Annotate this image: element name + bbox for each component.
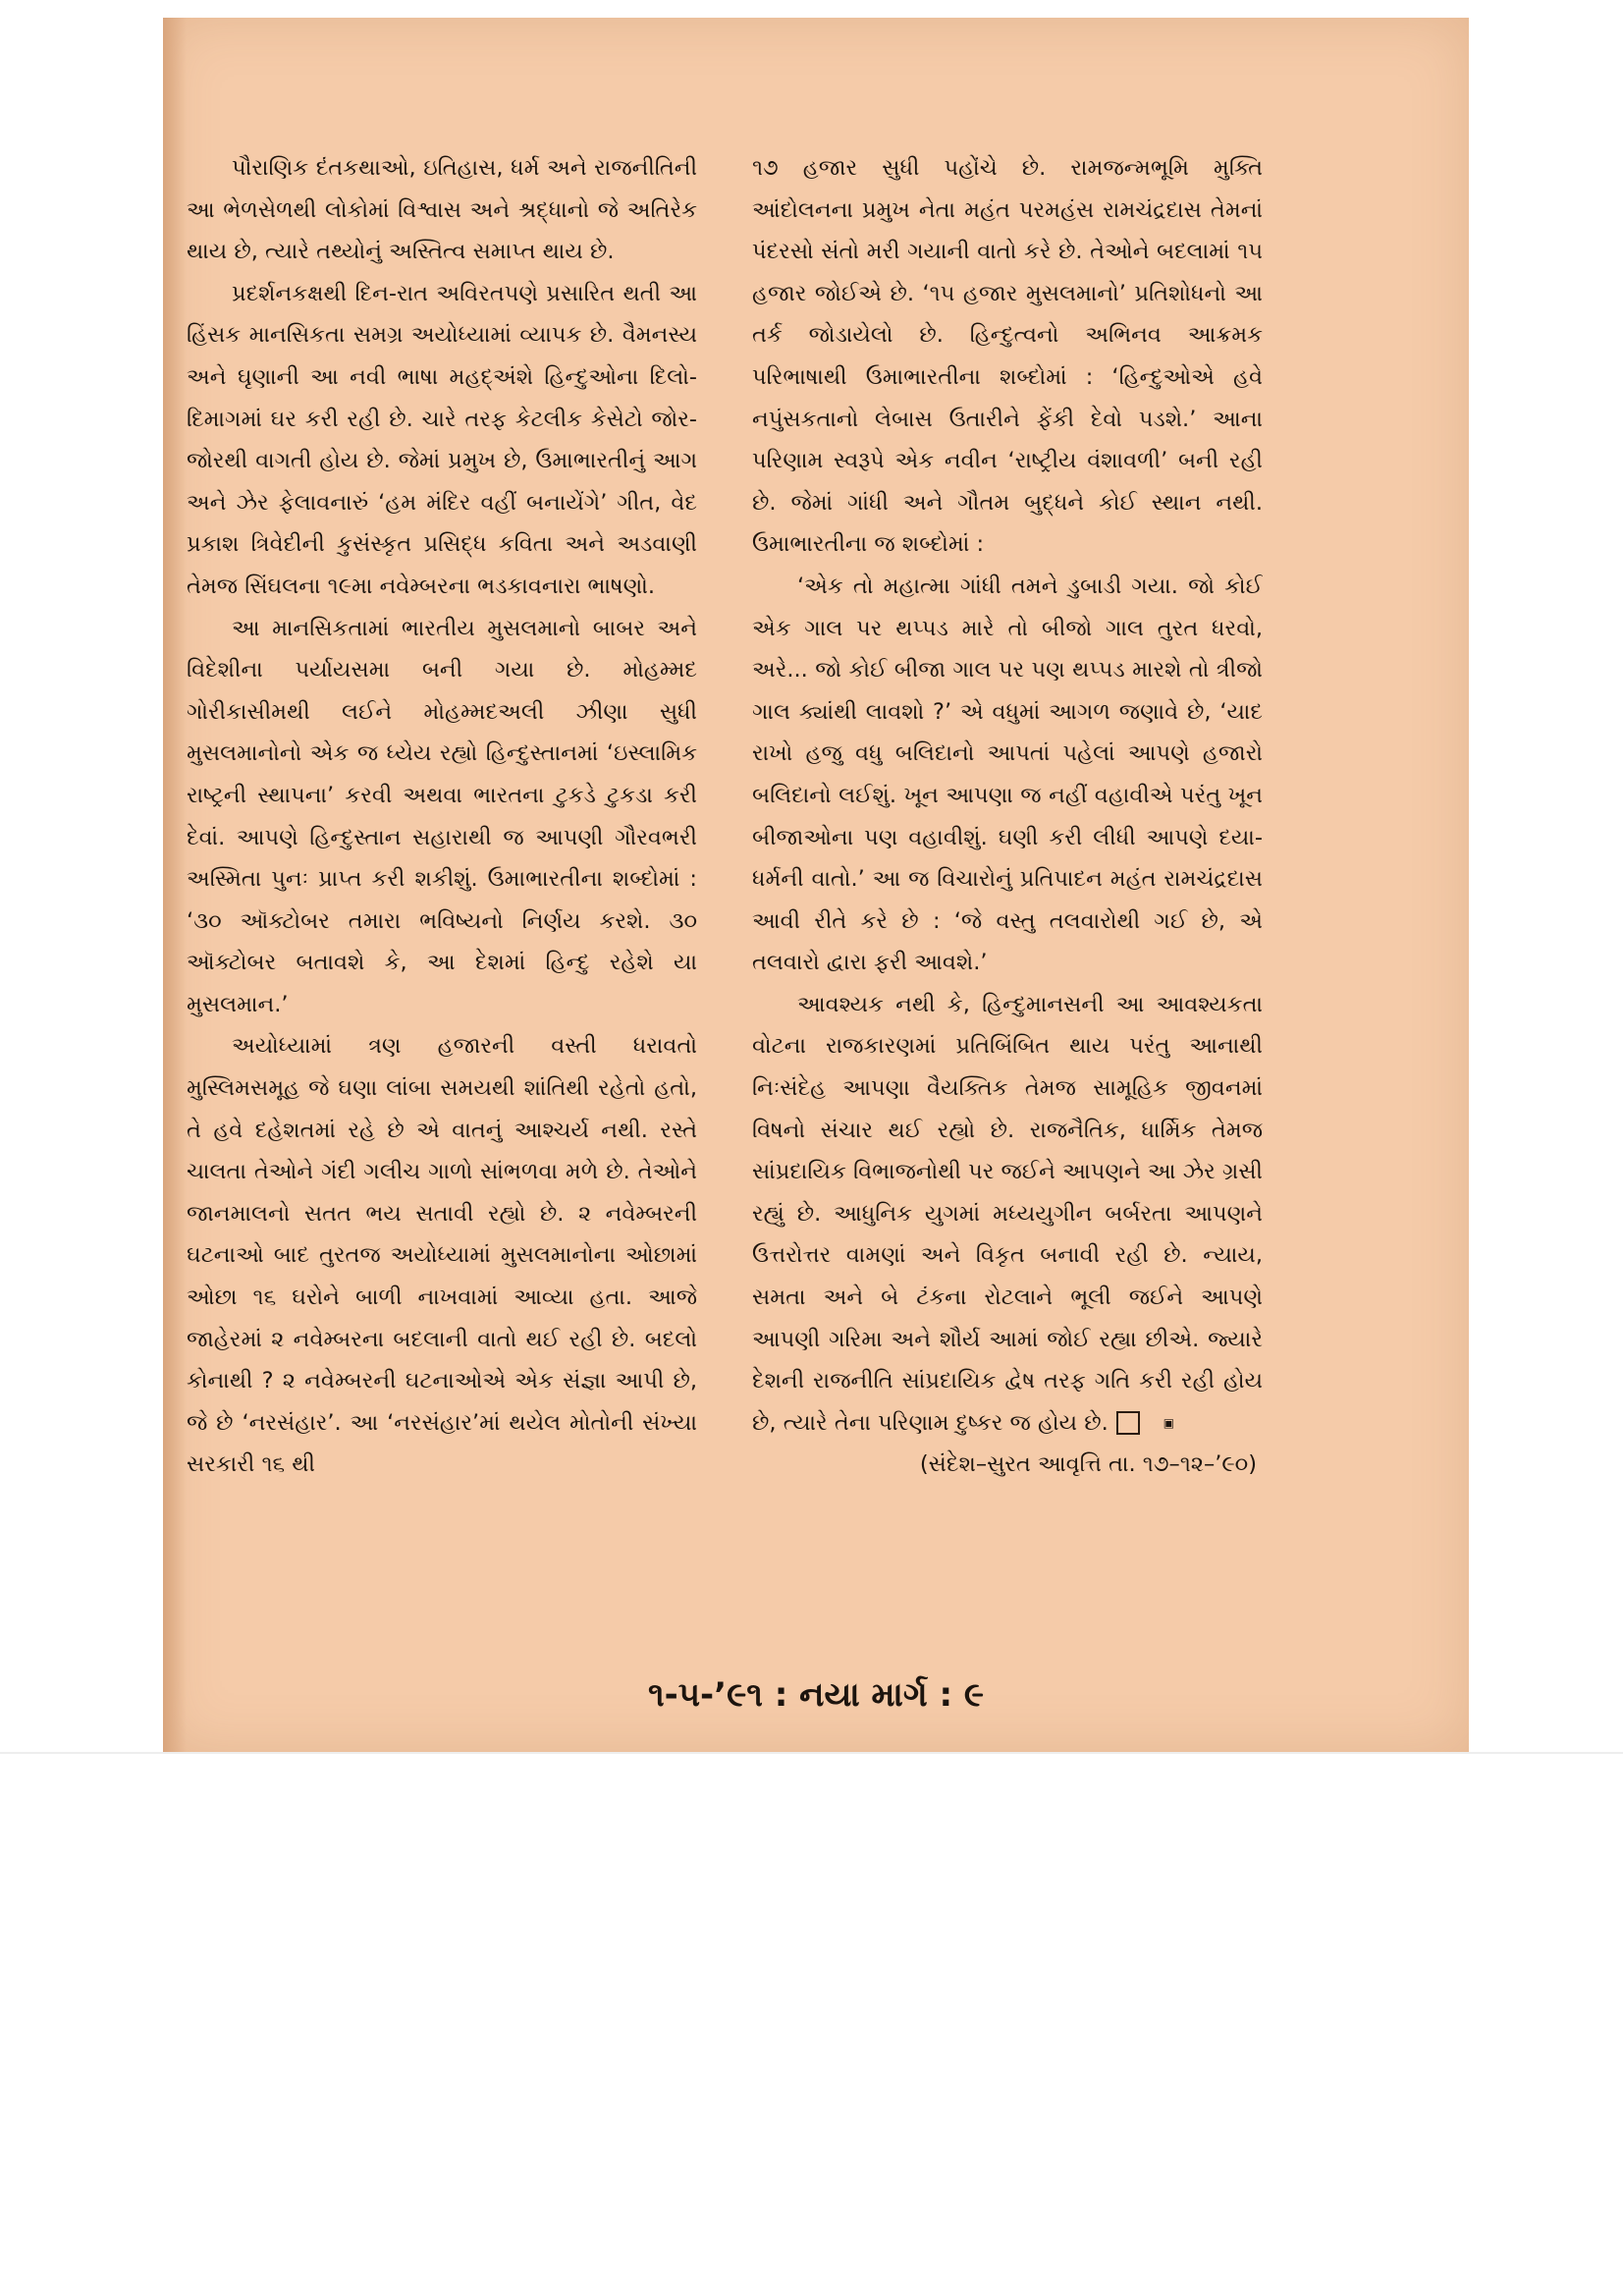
left-paragraph-3: આ માનસિકતામાં ભારતીય મુસલમાનો બાબર અને વિદેશીના પર્યાયસમા બની ગયા છે. મોહમ્મદ ગોરીકાસીમથી લઈને મોહમ્મદઅલી ઝીણા સુધી મુસલમાનોનો એક જ ધ્યેય રહ્યો હિન્દુસ્તાનમાં ‘ઇસ્લામિક રાષ્ટ્રની સ્થાપના’ કરવી અથવા ભારતના ટુકડે ટુકડા કરી દેવાં. આપણે હિન્દુસ્તાન સહારાથી જ આપણી ગૌરવભરી અસ્મિતા પુનઃ પ્રાપ્ત કરી શકીશું. ઉમાભારતીના શબ્દોમાં : ‘૩૦ ઑક્ટોબર તમારા ભવિષ્યનો નિર્ણય કરશે. ૩૦ ઑક્ટોબર બતાવશે કે, આ દેશમાં હિન્દુ રહેશે યા મુસલમાન.’ <box>187 615 697 1017</box>
right-paragraph-1: ૧૭ હજાર સુધી પહોંચે છે. રામજન્મભૂમિ મુક્તિ આંદોલનના પ્રમુખ નેતા મહંત પરમહંસ રામચંદ્રદાસ તેમનાં પંદરસો સંતો મરી ગયાની વાતો કરે છે. તેઓને બદલામાં ૧૫ હજાર જોઈએ છે. ‘૧૫ હજાર મુસલમાનો’ પ્રતિશોધનો આ તર્ક જોડાયેલો છે. હિન્દુત્વનો અભિનવ આક્રમક પરિભાષાથી ઉમાભારતીના શબ્દોમાં : ‘હિન્દુઓએ હવે નપુંસકતાનો લેબાસ ઉતારીને ફેંકી દેવો પડશે.’ આના પરિણામ સ્વરૂપે એક નવીન ‘રાષ્ટ્રીય વંશાવળી’ બની રહી છે. જેમાં ગાંધી અને ગૌતમ બુદ્ધને કોઈ સ્થાન નથી. ઉમાભારતીના જ શબ્દોમાં : <box>752 155 1263 558</box>
right-paragraph-3-text: આવશ્યક નથી કે, હિન્દુમાનસની આ આવશ્યકતા વોટના રાજકારણમાં પ્રતિબિંબિત થાય પરંતુ આનાથી નિઃસંદેહ આપણા વૈયક્તિક તેમજ સામૂહિક જીવનમાં વિષનો સંચાર થઈ રહ્યો છે. રાજનૈતિક, ધાર્મિક તેમજ સાંપ્રદાયિક વિભાજનોથી પર જઈને આપણને આ ઝેર ગ્રસી રહ્યું છે. આધુનિક યુગમાં મધ્યયુગીન બર્બરતા આપણને ઉત્તરોત્તર વામણાં અને વિકૃત બનાવી રહી છે. ન્યાય, સમતા અને બે ટંકના રોટલાને ભૂલી જઈને આપણે આપણી ગરિમા અને શૌર્ય આમાં જોઈ રહ્યા છીએ. જ્યારે દેશની રાજનીતિ સાંપ્રદાયિક દ્વેષ તરફ ગતિ કરી રહી હોય છે, ત્યારે તેના પરિણામ દુષ્કર જ હોય છે. <box>752 991 1263 1436</box>
end-of-article-square-icon: ▣ <box>1116 1411 1140 1435</box>
right-paragraph-2: ‘એક તો મહાત્મા ગાંધી તમને ડુબાડી ગયા. જો કોઈ એક ગાલ પર થપ્પડ મારે તો બીજો ગાલ તુરત ધરવો, અરે... જો કોઈ બીજા ગાલ પર પણ થપ્પડ મારશે તો ત્રીજો ગાલ ક્યાંથી લાવશો ?’ એ વધુમાં આગળ જણાવે છે, ‘યાદ રાખો હજુ વધુ બલિદાનો આપતાં પહેલાં આપણે હજારો બલિદાનો લઈશું. ખૂન આપણા જ નહીં વહાવીએ પરંતુ ખૂન બીજાઓના પણ વહાવીશું. ઘણી કરી લીધી આપણે દયા-ધર્મની વાતો.’ આ જ વિચારોનું પ્રતિપાદન મહંત રામચંદ્રદાસ આવી રીતે કરે છે : ‘જે વસ્તુ તલવારોથી ગઈ છે, એ તલવારો દ્વારા ફરી આવશે.’ <box>752 573 1263 976</box>
magazine-page <box>163 18 1469 1752</box>
right-column <box>752 147 1263 1650</box>
left-column <box>187 147 697 1650</box>
page-shadow-edge <box>163 18 187 1752</box>
left-paragraph-4: અયોધ્યામાં ત્રણ હજારની વસ્તી ધરાવતો મુસ્લિમસમૂહ જે ઘણા લાંબા સમયથી શાંતિથી રહેતો હતો, તે હવે દહેશતમાં રહે છે એ વાતનું આશ્ચર્ય નથી. રસ્તે ચાલતા તેઓને ગંદી ગલીચ ગાળો સાંભળવા મળે છે. તેઓને જાનમાલનો સતત ભય સતાવી રહ્યો છે. ૨ નવેમ્બરની ઘટનાઓ બાદ તુરતજ અયોધ્યામાં મુસલમાનોના ઓછામાં ઓછા ૧૬ ઘરોને બાળી નાખવામાં આવ્યા હતા. આજે જાહેરમાં ૨ નવેમ્બરના બદલાની વાતો થઈ રહી છે. બદલો કોનાથી ? ૨ નવેમ્બરની ઘટનાઓએ એક સંજ્ઞા આપી છે, જે છે ‘નરસંહાર’. આ ‘નરસંહાર’માં થયેલ મોતોની સંખ્યા સરકારી ૧૬ થી <box>187 1033 697 1478</box>
left-paragraph-2: પ્રદર્શનકક્ષથી દિન-રાત અવિરતપણે પ્રસારિત થતી આ હિંસક માનસિકતા સમગ્ર અયોધ્યામાં વ્યાપક છે. વૈમનસ્ય અને ઘૃણાની આ નવી ભાષા મહદ્અંશે હિન્દુઓના દિલો-દિમાગમાં ઘર કરી રહી છે. ચારે તરફ કેટલીક કેસેટો જોર-જોરથી વાગતી હોય છે. જેમાં પ્રમુખ છે, ઉમાભારતીનું આગ અને ઝેર ફેલાવનારું ‘હમ મંદિર વહીં બનાયેંગે’ ગીત, વેદ પ્રકાશ ત્રિવેદીની કુસંસ્કૃત પ્રસિદ્ધ કવિતા અને અડવાણી તેમજ સિંઘલના ૧૯મા નવેમ્બરના ભડકાવનારા ભાષણો. <box>187 280 697 599</box>
left-paragraph-1: પૌરાણિક દંતકથાઓ, ઇતિહાસ, ધર્મ અને રાજનીતિની આ ભેળસેળથી લોકોમાં વિશ્વાસ અને શ્રદ્ધાનો જે અતિરેક થાય છે, ત્યારે તથ્યોનું અસ્તિત્વ સમાપ્ત થાય છે. <box>187 155 697 265</box>
right-paragraph-3 <box>752 984 1263 1445</box>
page-footer: ૧-૫-’૯૧ : નયા માર્ગ : ૯ <box>647 1675 985 1715</box>
scan-divider-line <box>0 1752 1623 1754</box>
source-credit: (સંદેશ–સુરત આવૃત્તિ તા. ૧૭–૧૨–’૯૦) <box>919 1451 1257 1478</box>
